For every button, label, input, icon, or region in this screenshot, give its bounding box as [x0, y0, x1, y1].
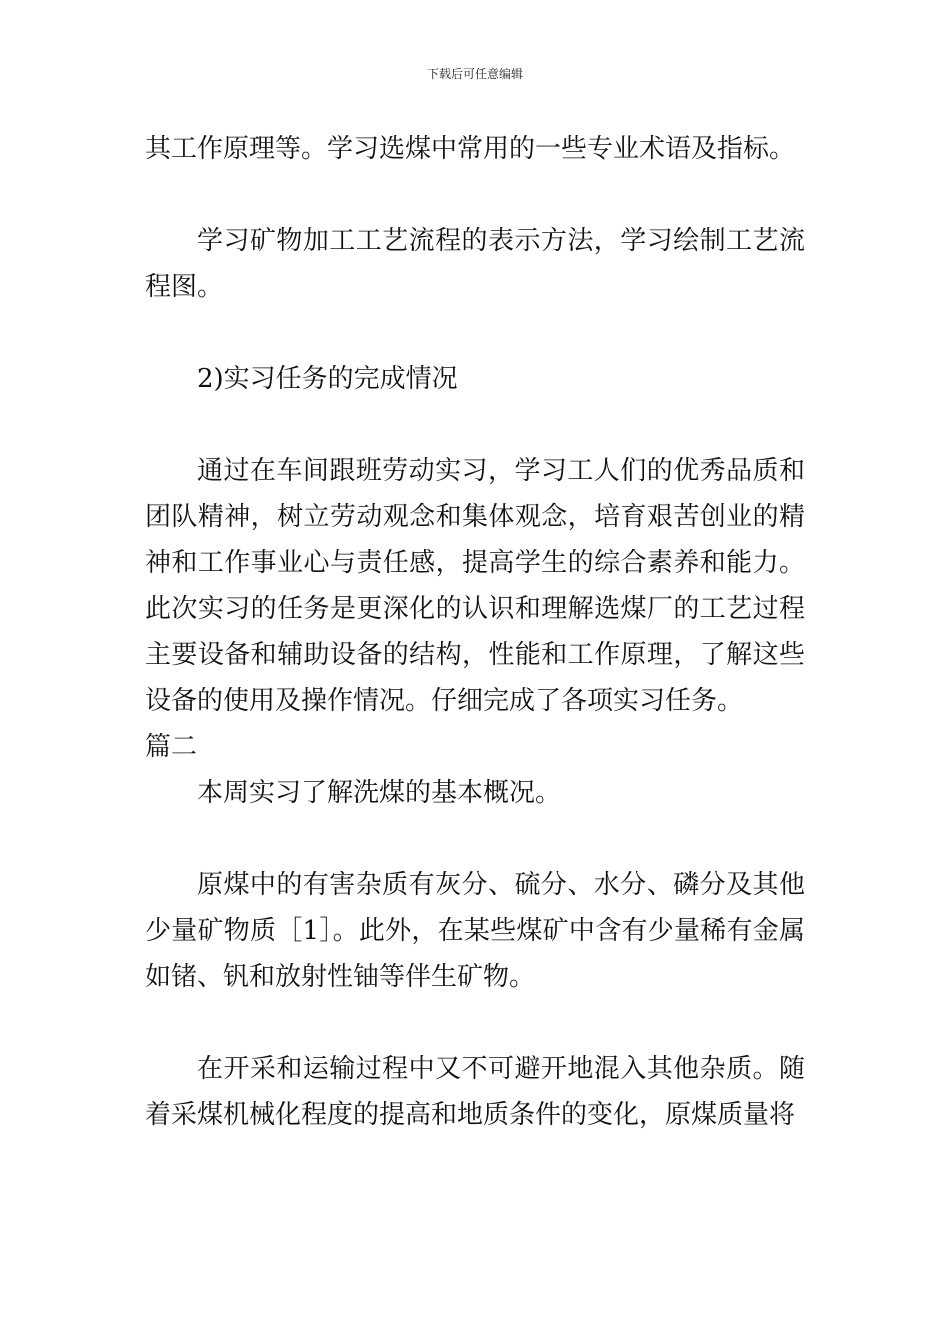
paragraph-week-overview: 本周实习了解洗煤的基本概况。 [197, 778, 562, 808]
paragraph-process-flow: 学习矿物加工工艺流程的表示方法，学习绘制工艺流程图。 [145, 226, 805, 302]
paragraph-gap [145, 172, 805, 218]
paragraph-gap [145, 310, 805, 356]
page-header-note: 下载后可任意编辑 [426, 67, 523, 81]
paragraph-internship-tasks: 通过在车间跟班劳动实习，学习工人们的优秀品质和团队精神，树立劳动观念和集体观念，培育艰苦创业的精神和工作事业心与责任感，提高学生的综合素养和能力。此次实习的任务是更深化的认识和理解选煤厂的工艺过程主要设备和辅助设备的结构，性能和工作原理，了解这些设备的使用及操作情况。仔细完成了各项实习任务。 [145, 456, 805, 716]
paragraph-gap [145, 1000, 805, 1046]
section-heading-task-completion: 2)实习任务的完成情况 [197, 364, 458, 394]
paragraph-gap [145, 402, 805, 448]
paragraph-impurities: 原煤中的有害杂质有灰分、硫分、水分、磷分及其他少量矿物质［1］。此外，在某些煤矿中含有少量稀有金属如锗、钒和放射性铀等伴生矿物。 [145, 870, 805, 992]
paragraph-continuation: 其工作原理等。学习选煤中常用的一些专业术语及指标。 [145, 134, 796, 164]
paragraph-gap [145, 816, 805, 862]
section-label-part-two: 篇二 [145, 732, 198, 762]
paragraph-mining-transport: 在开采和运输过程中又不可避开地混入其他杂质。随着采煤机械化程度的提高和地质条件的变化，原煤质量将 [145, 1054, 805, 1130]
document-body [145, 126, 805, 1138]
